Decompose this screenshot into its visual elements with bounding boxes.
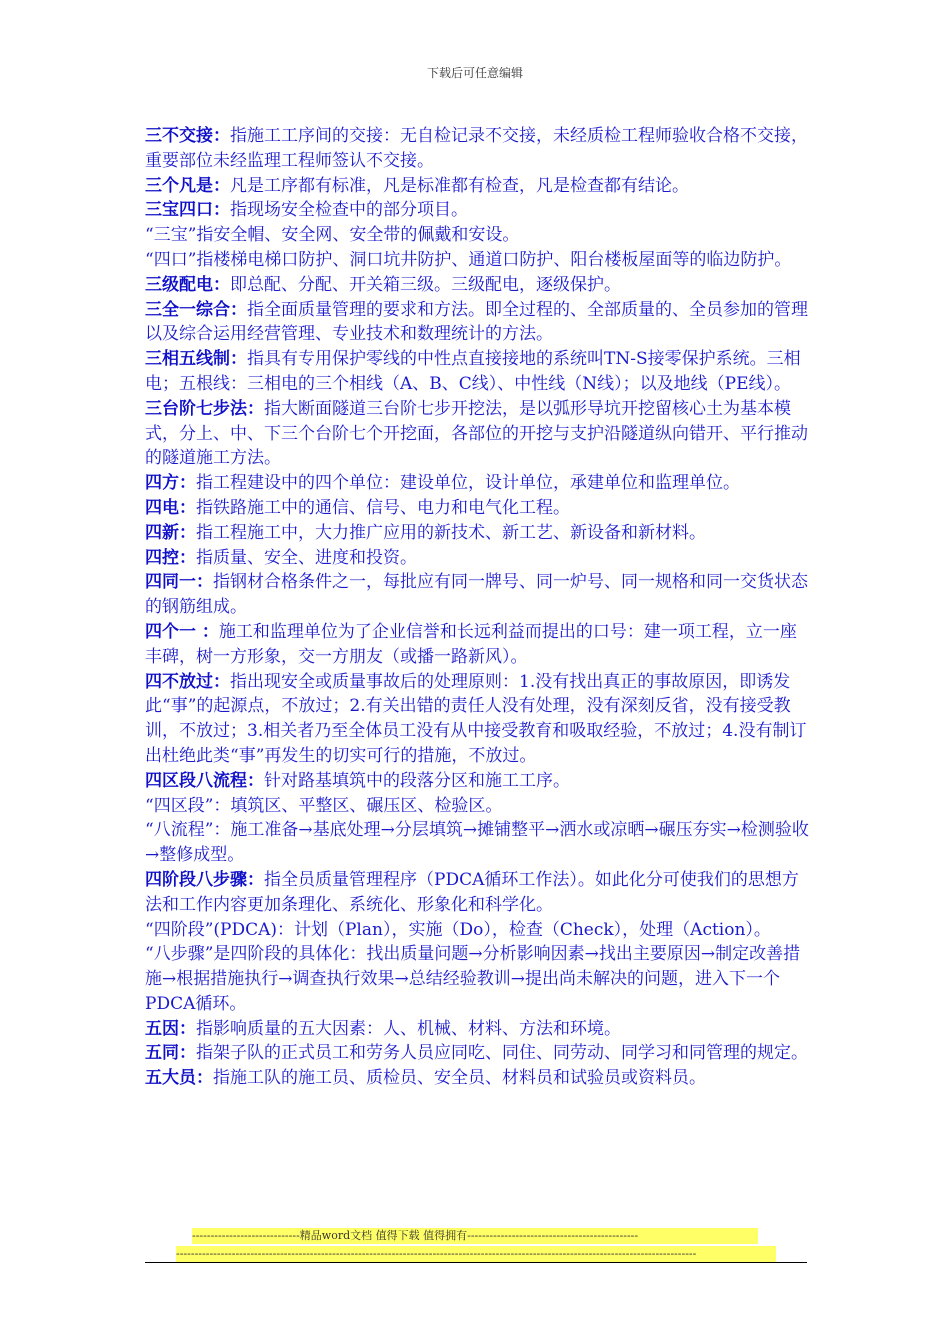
glossary-entry [145, 347, 810, 397]
entry-term: 三不交接： [145, 126, 230, 146]
entry-definition: 指大断面隧道三台阶七步开挖法，是以弧形导坑开挖留核心土为基本模式，分上、中、下三个台阶七个开挖面，各部位的开挖与支护沿隧道纵向错开、平行推动的隧道施工方法。 [145, 398, 808, 469]
entry-term: 三相五线制： [145, 349, 247, 370]
entry-definition: “四口”指楼梯电梯口防护、洞口坑井防护、通道口防护、阳台楼板屋面等的临边防护。 [145, 249, 792, 270]
footer-divider [145, 1262, 807, 1263]
entry-term: 四个一 ： [145, 621, 219, 642]
footer-line-1: -----------------------------精品word文档 值得下载 值得拥有---------------------------------------------- [192, 1228, 758, 1244]
entry-term: 五大员： [145, 1068, 213, 1089]
glossary-entry [145, 942, 810, 1016]
entry-definition: 施工和监理单位为了企业信誉和长远利益而提出的口号：建一项工程，立一座丰碑，树一方形象，交一方朋友（或播一路新风）。 [145, 621, 797, 667]
glossary-entry [145, 670, 810, 769]
glossary-entry [145, 496, 810, 521]
entry-definition: 即总配、分配、开关箱三级。三级配电，逐级保护。 [230, 274, 621, 295]
footer-line-2: -------------------------------------------------------------------------------------------------------------------------------------------- [176, 1246, 776, 1262]
entry-definition: 指铁路施工中的通信、信号、电力和电气化工程。 [196, 497, 570, 518]
glossary-entry [145, 868, 810, 918]
entry-definition: “八步骤”是四阶段的具体化：找出质量问题→分析影响因素→找出主要原因→制定改善措施→根据措施执行→调查执行效果→总结经验教训→提出尚未解决的问题，进入下一个PDCA循环。 [145, 944, 801, 1014]
entry-definition: 指工程施工中，大力推广应用的新技术、新工艺、新设备和新材料。 [196, 522, 706, 543]
entry-definition: 指出现安全或质量事故后的处理原则：1.没有找出真正的事故原因，即诱发此“事”的起源点，不放过；2.有关出错的责任人没有处理，没有深刻反省，没有接受教训，不放过；3.相关者乃至全体员工没有从中接受教育和吸取经验，不放过；4.没有制订出杜绝此类“事”再发生的切实可行的措施，不放过。 [145, 671, 807, 766]
glossary-entry [145, 471, 810, 496]
entry-definition: “四阶段”(PDCA)：计划（Plan），实施（Do），检查（Check），处理（Action）。 [145, 919, 771, 940]
glossary-entry [145, 1017, 810, 1042]
entry-definition: 指架子队的正式员工和劳务人员应同吃、同住、同劳动、同学习和同管理的规定。 [196, 1043, 808, 1064]
entry-definition: “八流程”：施工准备→基底处理→分层填筑→摊铺整平→洒水或凉晒→碾压夯实→检测验收→整修成型。 [145, 820, 809, 866]
glossary-entry [145, 174, 810, 199]
entry-term: 三个凡是： [145, 175, 230, 196]
entry-definition: 指影响质量的五大因素：人、机械、材料、方法和环境。 [196, 1018, 621, 1039]
entry-term: 四方： [145, 473, 196, 494]
entry-definition: 凡是工序都有标准，凡是标准都有检查，凡是检查都有结论。 [230, 175, 689, 196]
entry-definition: 指工程建设中的四个单位：建设单位，设计单位，承建单位和监理单位。 [196, 473, 740, 494]
entry-definition: 指质量、安全、进度和投资。 [196, 547, 417, 568]
entry-term: 三宝四口： [145, 200, 230, 221]
glossary-entry [145, 918, 810, 943]
entry-definition: 指现场安全检查中的部分项目。 [230, 200, 468, 221]
entry-term: 五因： [145, 1018, 196, 1039]
glossary-entry [145, 1066, 810, 1091]
glossary-entry [145, 521, 810, 546]
glossary-entry [145, 198, 810, 223]
entry-definition: 指具有专用保护零线的中性点直接接地的系统叫TN-S接零保护系统。三相电；五根线：三相电的三个相线（A、B、C线）、中性线（N线）；以及地线（PE线）。 [145, 349, 801, 394]
entry-term: 四阶段八步骤： [145, 869, 264, 890]
entry-definition: “三宝”指安全帽、安全网、安全带的佩戴和安设。 [145, 225, 520, 246]
entry-definition: 指全员质量管理程序（PDCA循环工作法）。如此化分可使我们的思想方法和工作内容更加条理化、系统化、形象化和科学化。 [145, 869, 799, 915]
footer-banner [176, 1228, 776, 1262]
entry-term: 三全一综合： [145, 299, 247, 320]
entry-term: 五同： [145, 1043, 196, 1064]
entry-term: 三级配电： [145, 274, 230, 295]
entry-definition: 指钢材合格条件之一，每批应有同一牌号、同一炉号、同一规格和同一交货状态的钢筋组成。 [145, 572, 808, 618]
glossary-entry [145, 546, 810, 571]
glossary-content [145, 124, 810, 1091]
entry-definition: “四区段”：填筑区、平整区、碾压区、检验区。 [145, 795, 503, 816]
glossary-entry [145, 248, 810, 273]
glossary-entry [145, 298, 810, 348]
glossary-entry [145, 570, 810, 620]
entry-term: 四新： [145, 522, 196, 543]
glossary-entry [145, 818, 810, 868]
glossary-entry [145, 397, 810, 471]
glossary-entry [145, 1041, 810, 1066]
glossary-entry [145, 223, 810, 248]
glossary-entry [145, 794, 810, 819]
entry-term: 四电： [145, 497, 196, 518]
entry-term: 四控： [145, 547, 196, 568]
entry-definition: 针对路基填筑中的段落分区和施工工序。 [264, 770, 570, 791]
entry-term: 四同一： [145, 572, 213, 593]
glossary-entry [145, 769, 810, 794]
entry-term: 四不放过： [145, 671, 230, 692]
page-header: 下载后可任意编辑 [426, 66, 523, 80]
entry-definition: 指全面质量管理的要求和方法。即全过程的、全部质量的、全员参加的管理以及综合运用经营管理、专业技术和数理统计的方法。 [145, 299, 808, 345]
glossary-entry [145, 124, 810, 174]
entry-term: 四区段八流程： [145, 770, 264, 791]
entry-definition: 指施工队的施工员、质检员、安全员、材料员和试验员或资料员。 [213, 1068, 706, 1089]
entry-definition: 指施工工序间的交接：无自检记录不交接，未经质检工程师验收合格不交接，重要部位未经监理工程师签认不交接。 [145, 126, 808, 171]
glossary-entry [145, 620, 810, 670]
glossary-entry [145, 273, 810, 298]
entry-term: 三台阶七步法： [145, 398, 264, 419]
